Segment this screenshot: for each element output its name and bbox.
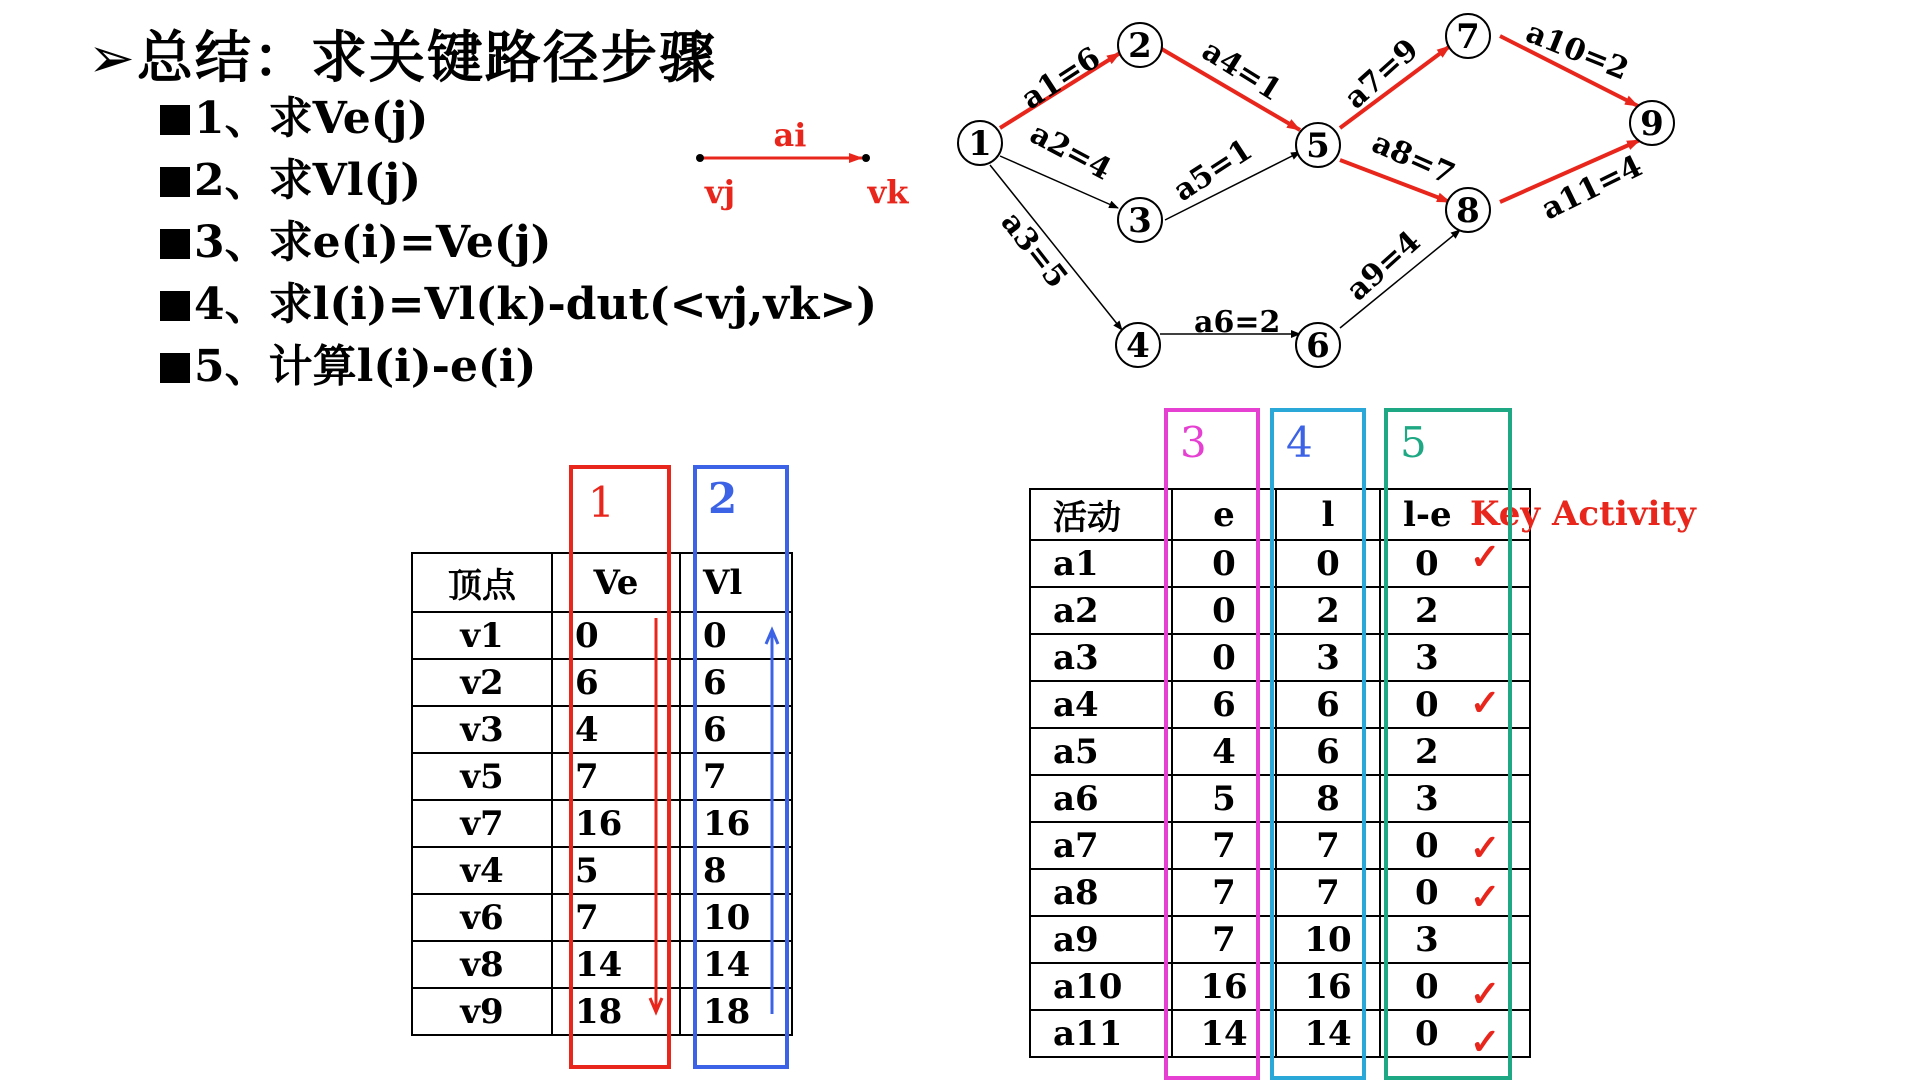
header-l-minus-e: l-e bbox=[1380, 489, 1530, 540]
frame-ve-column bbox=[569, 465, 671, 1069]
edge-label-a11: a11=4 bbox=[1536, 148, 1648, 228]
legend-end-dot bbox=[862, 154, 870, 162]
vl-cell: 18 bbox=[680, 988, 792, 1035]
vl-cell: 6 bbox=[680, 706, 792, 753]
vertex-cell: v3 bbox=[412, 706, 552, 753]
step-text: 1、求Ve(j) bbox=[194, 93, 429, 144]
l-cell: 10 bbox=[1276, 916, 1380, 963]
frame-number-5: 5 bbox=[1400, 418, 1427, 467]
vertex-cell: v9 bbox=[412, 988, 552, 1035]
edge-label-a5: a5=1 bbox=[1167, 132, 1259, 209]
l-cell: 7 bbox=[1276, 822, 1380, 869]
svg-text:2: 2 bbox=[1128, 26, 1152, 66]
activity-cell: a7 bbox=[1030, 822, 1172, 869]
l-minus-e-cell: 0 bbox=[1380, 963, 1530, 1010]
l-minus-e-cell: 0 bbox=[1380, 540, 1530, 587]
edge-label-a2: a2=4 bbox=[1024, 116, 1117, 188]
svg-text:4: 4 bbox=[1126, 326, 1150, 366]
activity-cell: a3 bbox=[1030, 634, 1172, 681]
activity-cell: a1 bbox=[1030, 540, 1172, 587]
l-cell: 6 bbox=[1276, 728, 1380, 775]
edge-label-a7: a7=9 bbox=[1337, 32, 1426, 116]
activity-cell: a8 bbox=[1030, 869, 1172, 916]
header-activity: 活动 bbox=[1030, 489, 1172, 540]
vl-cell: 16 bbox=[680, 800, 792, 847]
l-minus-e-cell: 2 bbox=[1380, 728, 1530, 775]
l-minus-e-cell: 3 bbox=[1380, 916, 1530, 963]
svg-text:5: 5 bbox=[1306, 126, 1330, 166]
key-activity-check-icon: ✓ bbox=[1470, 1021, 1501, 1063]
vl-cell: 0 bbox=[680, 612, 792, 659]
vertex-cell: v4 bbox=[412, 847, 552, 894]
graph-node bbox=[1446, 188, 1490, 232]
e-cell: 0 bbox=[1172, 540, 1276, 587]
svg-text:1: 1 bbox=[968, 124, 992, 164]
activity-cell: a6 bbox=[1030, 775, 1172, 822]
edge-label-a1: a1=6 bbox=[1015, 40, 1107, 117]
header-ve: Ve bbox=[552, 553, 680, 612]
edge-label-a10: a10=2 bbox=[1521, 14, 1634, 88]
frame-e-column bbox=[1164, 408, 1260, 1080]
svg-text:9: 9 bbox=[1640, 104, 1664, 144]
slide-title: ➢总结：求关键路径步骤 bbox=[88, 26, 717, 91]
graph-node bbox=[1116, 323, 1160, 367]
header-e: e bbox=[1172, 489, 1276, 540]
ve-cell: 4 bbox=[552, 706, 680, 753]
edge-label-a4: a4=1 bbox=[1195, 33, 1288, 109]
vertex-cell: v5 bbox=[412, 753, 552, 800]
key-activity-check-icon: ✓ bbox=[1470, 827, 1501, 869]
graph-node bbox=[1446, 14, 1490, 58]
edge-label-a8: a8=7 bbox=[1366, 125, 1460, 193]
l-minus-e-cell: 0 bbox=[1380, 1010, 1530, 1057]
e-cell: 0 bbox=[1172, 634, 1276, 681]
frame-vl-column bbox=[693, 465, 789, 1069]
ve-cell: 0 bbox=[552, 612, 680, 659]
vl-cell: 10 bbox=[680, 894, 792, 941]
l-cell: 14 bbox=[1276, 1010, 1380, 1057]
legend-edge-label: ai bbox=[773, 116, 807, 154]
e-cell: 5 bbox=[1172, 775, 1276, 822]
graph-node bbox=[1118, 198, 1162, 242]
key-activity-check-icon: ✓ bbox=[1470, 681, 1501, 724]
e-cell: 0 bbox=[1172, 587, 1276, 634]
edge-label-a9: a9=4 bbox=[1339, 224, 1428, 308]
vertex-cell: v8 bbox=[412, 941, 552, 988]
l-minus-e-cell: 0 bbox=[1380, 822, 1530, 869]
activity-cell: a4 bbox=[1030, 681, 1172, 728]
ve-cell: 14 bbox=[552, 941, 680, 988]
ve-cell: 7 bbox=[552, 753, 680, 800]
vertex-cell: v1 bbox=[412, 612, 552, 659]
ve-cell: 16 bbox=[552, 800, 680, 847]
vl-cell: 7 bbox=[680, 753, 792, 800]
e-cell: 6 bbox=[1172, 681, 1276, 728]
frame-number-2: 2 bbox=[708, 474, 738, 523]
l-minus-e-cell: 3 bbox=[1380, 634, 1530, 681]
step-text: 3、求e(i)=Ve(j) bbox=[194, 217, 552, 268]
frame-number-4: 4 bbox=[1286, 418, 1313, 467]
svg-text:6: 6 bbox=[1306, 326, 1330, 366]
activity-cell: a2 bbox=[1030, 587, 1172, 634]
e-cell: 7 bbox=[1172, 822, 1276, 869]
key-activity-check-icon: ✓ bbox=[1470, 875, 1501, 918]
e-cell: 14 bbox=[1172, 1010, 1276, 1057]
svg-text:7: 7 bbox=[1456, 17, 1480, 57]
vertex-cell: v7 bbox=[412, 800, 552, 847]
frame-number-1: 1 bbox=[588, 478, 615, 527]
svg-text:8: 8 bbox=[1456, 191, 1480, 231]
e-cell: 7 bbox=[1172, 916, 1276, 963]
e-cell: 4 bbox=[1172, 728, 1276, 775]
edge-legend bbox=[696, 116, 909, 211]
step-text: 5、计算l(i)-e(i) bbox=[194, 341, 537, 392]
graph-node bbox=[1630, 101, 1674, 145]
header-vertex: 顶点 bbox=[412, 553, 552, 612]
graph-node bbox=[1296, 323, 1340, 367]
edge-label-a3: a3=5 bbox=[993, 205, 1075, 295]
vertex-cell: v2 bbox=[412, 659, 552, 706]
ve-cell: 5 bbox=[552, 847, 680, 894]
l-minus-e-cell: 3 bbox=[1380, 775, 1530, 822]
legend-from-label: vj bbox=[704, 173, 736, 211]
l-cell: 8 bbox=[1276, 775, 1380, 822]
svg-text:3: 3 bbox=[1128, 201, 1152, 241]
l-cell: 7 bbox=[1276, 869, 1380, 916]
step-text: 4、求l(i)=Vl(k)-dut(<vj,vk>) bbox=[194, 279, 878, 330]
l-cell: 6 bbox=[1276, 681, 1380, 728]
e-cell: 16 bbox=[1172, 963, 1276, 1010]
activity-cell: a10 bbox=[1030, 963, 1172, 1010]
graph-node bbox=[1296, 123, 1340, 167]
l-cell: 16 bbox=[1276, 963, 1380, 1010]
vl-cell: 6 bbox=[680, 659, 792, 706]
graph-node bbox=[958, 121, 1002, 165]
ve-cell: 6 bbox=[552, 659, 680, 706]
legend-to-label: vk bbox=[867, 173, 909, 211]
l-minus-e-cell: 2 bbox=[1380, 587, 1530, 634]
vl-cell: 8 bbox=[680, 847, 792, 894]
e-cell: 7 bbox=[1172, 869, 1276, 916]
legend-start-dot bbox=[696, 154, 704, 162]
edge-label-a6: a6=2 bbox=[1194, 305, 1281, 340]
l-minus-e-cell: 0 bbox=[1380, 681, 1530, 728]
l-cell: 3 bbox=[1276, 634, 1380, 681]
key-activity-check-icon: ✓ bbox=[1470, 972, 1501, 1015]
frame-l-column bbox=[1270, 408, 1366, 1080]
vl-cell: 14 bbox=[680, 941, 792, 988]
activity-cell: a5 bbox=[1030, 728, 1172, 775]
key-activity-label: Key Activity bbox=[1470, 494, 1696, 534]
header-l: l bbox=[1276, 489, 1380, 540]
activity-cell: a9 bbox=[1030, 916, 1172, 963]
ve-cell: 18 bbox=[552, 988, 680, 1035]
step-text: 2、求Vl(j) bbox=[194, 155, 422, 206]
frame-number-3: 3 bbox=[1180, 418, 1207, 467]
vertex-cell: v6 bbox=[412, 894, 552, 941]
ve-cell: 7 bbox=[552, 894, 680, 941]
activity-cell: a11 bbox=[1030, 1010, 1172, 1057]
l-cell: 0 bbox=[1276, 540, 1380, 587]
header-vl: Vl bbox=[680, 553, 792, 612]
graph-node bbox=[1118, 23, 1162, 67]
l-minus-e-cell: 0 bbox=[1380, 869, 1530, 916]
l-cell: 2 bbox=[1276, 587, 1380, 634]
key-activity-check-icon: ✓ bbox=[1470, 536, 1501, 578]
